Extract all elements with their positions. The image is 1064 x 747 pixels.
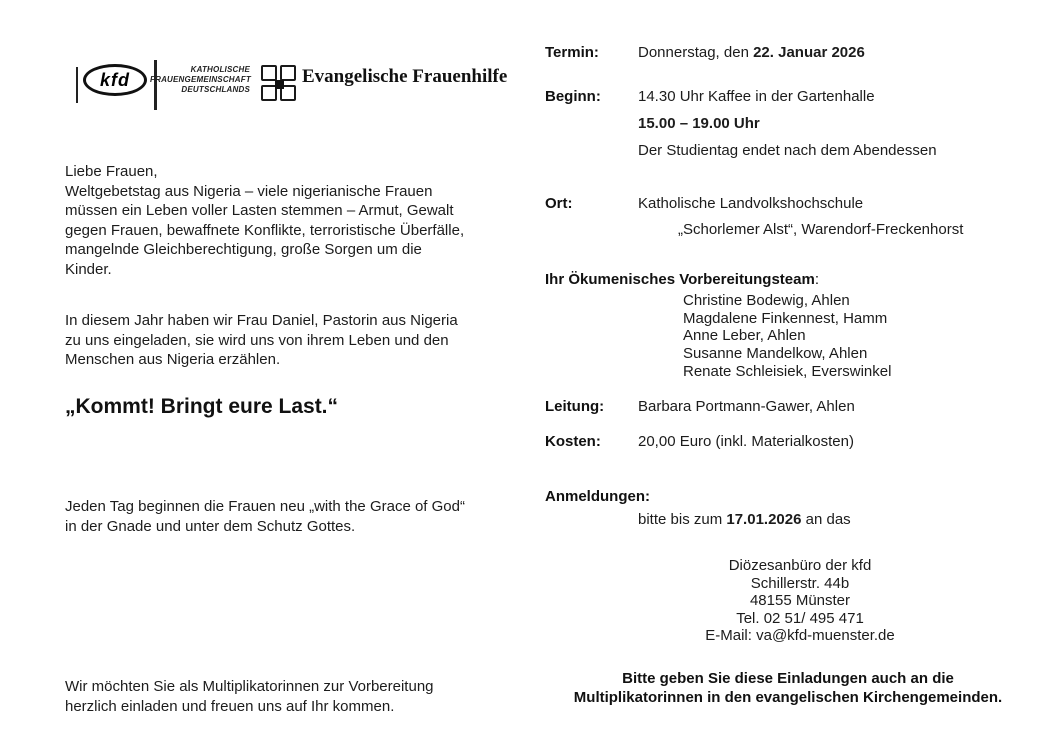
leitung-label: Leitung: bbox=[545, 398, 605, 415]
text-line: zu uns eingeladen, sie wird uns von ihrem Leben und den bbox=[65, 331, 449, 349]
kosten-label: Kosten: bbox=[545, 433, 601, 450]
team-member: Christine Bodewig, Ahlen bbox=[683, 292, 850, 309]
text-line: herzlich einladen und freuen uns auf Ihr kommen. bbox=[65, 697, 395, 715]
kfd-logo-left-bar bbox=[76, 67, 78, 103]
termin-date-bold: 22. Januar 2026 bbox=[753, 44, 865, 61]
text-line: Liebe Frauen, bbox=[65, 163, 158, 180]
address-line-phone: Tel. 02 51/ 495 471 bbox=[736, 609, 864, 627]
team-member: Renate Schleisiek, Everswinkel bbox=[683, 362, 892, 380]
footer-note bbox=[548, 670, 1028, 707]
square-center-icon bbox=[275, 80, 284, 89]
address-line: Schillerstr. 44b bbox=[750, 574, 850, 592]
text-line: mangelnde Gleichberechtigung, große Sorgen um die bbox=[65, 241, 422, 258]
address-line-email: E-Mail: va@kfd-muenster.de bbox=[705, 627, 895, 645]
grace-paragraph bbox=[65, 497, 465, 536]
team-heading-colon: : bbox=[814, 271, 819, 288]
team-member: Susanne Mandelkow, Ahlen bbox=[683, 345, 868, 363]
team-member: Magdalene Finkennest, Hamm bbox=[683, 309, 888, 327]
text-line: in der Gnade und unter dem Schutz Gottes. bbox=[65, 517, 356, 535]
ort-label: Ort: bbox=[545, 195, 573, 212]
guest-paragraph bbox=[65, 311, 458, 370]
kfd-org-name bbox=[150, 65, 250, 95]
footer-note-line: Bitte geben Sie diese Einladungen auch an die bbox=[622, 670, 954, 687]
motto-heading: „Kommt! Bringt eure Last.“ bbox=[65, 395, 339, 418]
kfd-logo-text: kfd bbox=[100, 69, 130, 90]
leitung-value: Barbara Portmann-Gawer, Ahlen bbox=[638, 398, 855, 415]
termin-label: Termin: bbox=[545, 44, 599, 61]
kfd-org-line: KATHOLISCHE bbox=[190, 65, 250, 74]
beginn-line3: Der Studientag endet nach dem Abendessen bbox=[638, 142, 937, 159]
closing-paragraph bbox=[65, 677, 434, 716]
deadline-date-bold: 17.01.2026 bbox=[726, 511, 802, 528]
address-line: 48155 Münster bbox=[749, 592, 851, 610]
deadline-prefix: bitte bis zum bbox=[638, 511, 727, 528]
footer-note-line: Multiplikatorinnen in den evangelischen Kirchengemeinden. bbox=[573, 688, 1003, 706]
kfd-org-line: FRAUENGEMEINSCHAFT bbox=[150, 75, 251, 84]
text-line: müssen ein Leben voller Lasten stemmen – Armut, Gewalt bbox=[65, 202, 454, 219]
team-heading bbox=[545, 271, 819, 288]
text-line: Weltgebetstag aus Nigeria – viele nigerianische Frauen bbox=[65, 182, 433, 200]
address-line: Diözesanbüro der kfd bbox=[728, 557, 872, 574]
frauenhilfe-logo-name: Evangelische Frauenhilfe bbox=[302, 66, 508, 87]
square-icon bbox=[280, 65, 296, 81]
kosten-value: 20,00 Euro (inkl. Materialkosten) bbox=[638, 433, 854, 450]
ort-line2: „Schorlemer Alst“, Warendorf-Freckenhorst bbox=[678, 221, 964, 238]
anmeldungen-label: Anmeldungen: bbox=[545, 488, 650, 505]
intro-paragraph bbox=[65, 162, 464, 279]
contact-address-block bbox=[640, 557, 960, 645]
team-heading-bold: Ihr Ökumenisches Vorbereitungsteam bbox=[545, 271, 815, 288]
text-line: Jeden Tag beginnen die Frauen neu „with the Grace of God“ bbox=[65, 498, 465, 515]
text-line: gegen Frauen, bewaffnete Konflikte, terroristische Überfälle, bbox=[65, 221, 465, 239]
kfd-logo-oval bbox=[83, 64, 147, 96]
text-line: Wir möchten Sie als Multiplikatorinnen zur Vorbereitung bbox=[65, 678, 434, 695]
termin-date-prefix: Donnerstag, den bbox=[638, 44, 754, 61]
kfd-org-line: DEUTSCHLANDS bbox=[181, 85, 250, 94]
team-member: Anne Leber, Ahlen bbox=[683, 327, 806, 345]
ort-line1: Katholische Landvolkshochschule bbox=[638, 195, 864, 212]
beginn-label: Beginn: bbox=[545, 88, 601, 105]
team-member-list bbox=[683, 292, 891, 381]
beginn-time-bold: 15.00 – 19.00 Uhr bbox=[638, 115, 760, 132]
frauenhilfe-squares-icon bbox=[261, 65, 298, 104]
text-line: Menschen aus Nigeria erzählen. bbox=[65, 351, 281, 368]
deadline-suffix: an das bbox=[801, 511, 851, 528]
square-icon bbox=[261, 65, 277, 81]
anmeldungen-deadline bbox=[638, 511, 851, 528]
beginn-line1: 14.30 Uhr Kaffee in der Gartenhalle bbox=[638, 88, 875, 105]
text-line: In diesem Jahr haben wir Frau Daniel, Pastorin aus Nigeria bbox=[65, 312, 458, 329]
text-line: Kinder. bbox=[65, 260, 112, 278]
termin-value bbox=[638, 44, 865, 61]
